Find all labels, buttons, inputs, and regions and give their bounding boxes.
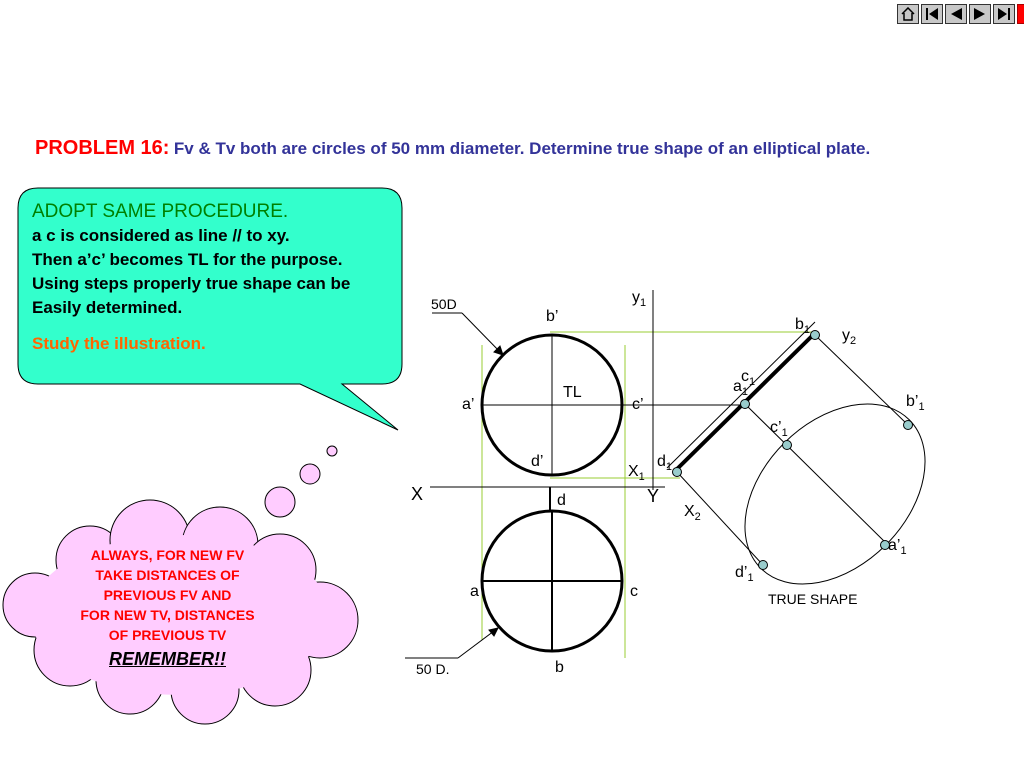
label-c1: $c_1$ — [741, 368, 756, 388]
thought-bubble-medium — [300, 464, 320, 484]
cloud-line-5: OF PREVIOUS TV — [108, 627, 227, 643]
label-b: b — [555, 659, 564, 676]
callout-heading: ADOPT SAME PROCEDURE. — [32, 201, 289, 222]
true-shape-projectors — [677, 335, 908, 565]
callout-line-4: Easily determined. — [32, 298, 183, 317]
callout-line-3: Using steps properly true shape can be — [32, 274, 351, 293]
point-d-prime1 — [759, 561, 768, 570]
cloud-line-2: TAKE DISTANCES OF — [95, 567, 240, 583]
callout-line-1: a c is considered as line // to xy. — [32, 226, 290, 245]
point-d1 — [673, 468, 682, 477]
label-b-prime: b’ — [546, 308, 559, 325]
label-d-prime: d’ — [531, 453, 544, 470]
label-y2: $y_2$ — [842, 327, 857, 347]
label-b1: $b_1$ — [795, 316, 811, 336]
label-b-prime1: $b’_1$ — [906, 393, 925, 413]
label-50d-top: 50D — [431, 296, 457, 312]
label-y: Y — [647, 486, 660, 506]
dimension-leader-top — [432, 313, 503, 355]
label-d1: $d_1$ — [657, 453, 673, 473]
callout-line-2: Then a’c’ becomes TL for the purpose. — [32, 250, 343, 269]
label-a1: $a_1$ — [733, 378, 749, 398]
cloud-line-1: ALWAYS, FOR NEW FV — [90, 547, 245, 563]
label-d: d — [557, 492, 566, 509]
label-a-prime1: $a’_1$ — [888, 537, 907, 557]
label-true-shape: TRUE SHAPE — [768, 591, 858, 607]
callout-study: Study the illustration. — [32, 334, 206, 353]
point-b-prime1 — [904, 421, 913, 430]
point-c-prime1 — [783, 441, 792, 450]
problem-statement: Fv & Tv both are circles of 50 mm diameter. Determine true shape of an elliptical plate. — [173, 139, 871, 158]
label-50d-bottom: 50 D. — [416, 661, 450, 677]
label-a: a — [470, 583, 479, 600]
label-x2: $X_2$ — [684, 503, 701, 523]
label-c: c — [630, 583, 638, 600]
cloud-line-4: FOR NEW TV, DISTANCES — [80, 607, 255, 623]
label-d-prime1: $d’_1$ — [735, 564, 754, 584]
label-x: X — [411, 484, 424, 504]
cloud-remember: REMEMBER!! — [109, 649, 226, 669]
label-c-prime: c’ — [632, 396, 644, 413]
dimension-leader-bottom — [405, 628, 498, 658]
problem-number: PROBLEM 16: — [35, 137, 170, 159]
point-b1 — [811, 331, 820, 340]
label-x1: $X_1$ — [628, 463, 645, 483]
thought-bubble-small — [327, 446, 337, 456]
cloud-line-3: PREVIOUS FV AND — [103, 587, 232, 603]
label-a-prime: a’ — [462, 396, 475, 413]
cloud-text — [60, 545, 275, 669]
point-a1-c1 — [741, 400, 750, 409]
label-tl: TL — [563, 384, 582, 401]
thought-bubble-large — [265, 487, 295, 517]
callout-text — [32, 200, 350, 356]
label-y1: $y_1$ — [632, 289, 647, 309]
label-c-prime1: $c’_1$ — [770, 419, 788, 439]
